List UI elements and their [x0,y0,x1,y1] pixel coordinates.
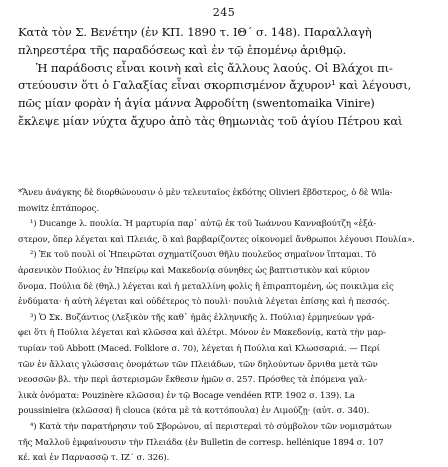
main-text-line: στεύουσιν ὅτι ὁ Γαλαξίας εἶναι σκορπισμένον ἄχυρον¹ καὶ λέγουσι, [18,78,412,93]
main-text [18,24,436,131]
footnote-line: poussinieira (κλῶσσα) ἢ clouca (κότα μὲ τὰ κοττόπουλα) ἐν Λιμούζῃ· (αὐτ. σ. 340). [18,406,370,417]
footnote-line: ⁴) Κατὰ τὴν παρατήρησιν τοῦ Σβορώνου, αἱ περιστεραὶ τὸ σύμβολον τῶν νομισμάτων [30,421,392,432]
main-text-line: Κατὰ τὸν Σ. Βενέτην (ἐν ΚΠ. 1890 τ. ΙΘ΄ σ. 148). Παραλλαγὴ [18,25,372,39]
footnote-line: τῶν ἐν ἄλλαις γλώσσαις ὀνομάτων τῶν Πλειάδων, τῶν δηλούντων ὄρνιθα μετὰ τῶν [18,359,378,370]
footnote-line: λικὰ ὀνόματα: Pouzinère κλῶσσα) ἐν τῷ Bocage vendéen RTP. 1902 σ. 139). La [18,390,355,401]
main-text-line: πληρεστέρα τῆς παραδόσεως καὶ ἐν τῷ ἑπομένῳ ἀριθμῷ. [18,42,347,57]
footnote-line: ³) Ὁ Σκ. Βυζάντιος (Λεξικὸν τῆς καθ᾽ ἡμᾶς ἑλληνικῆς λ. Πούλια) ἑρμηνεύων γρά- [30,312,375,323]
footnote-line: τῆς Μαλλοῦ ἐμφαίνουσιν τὴν Πλειάδα (ἐν Bulletin de corresp. hellénique 1894 σ. 107 [18,437,384,448]
page-number: 245 [212,6,236,19]
footnote-line: ²) Ἐκ τοῦ πουλὶ οἱ Ἠπειρῶται σχηματίζουσι θῆλυ πουλεῦος σημαῖνον ἴπταμαι. Τὸ [30,250,377,261]
footnote-line: ἀρσενικὸν Πούλιος ἐν Ἠπείρῳ καὶ Μακεδονίᾳ σύνηθες ὡς βαπτιστικὸν καὶ κύριον [18,265,370,276]
footnote-line: mowitz ἐπτάπορος. [18,203,99,214]
main-text-line: πῶς μίαν φορὰν ἡ ἁγία μάννα Ἀφροδίτη (swentomaika Vinire) [18,96,375,111]
footnote-line: *Ἄνευ ἀνάγκης δὲ διορθώνουσιν ὁ μὲν τελευταῖος ἐκδότης Olivieri ἕβδστερος, ὁ δὲ Wila- [18,188,393,198]
footnote-line: στερον, ὅπερ λέγεται καὶ Πλειάς, ὃ καὶ βαρβαρίζοντες οἰκονομεῖ ἄνθρωποι λέγουσι Πουλία». [18,234,415,245]
main-text-line: Ἡ παράδοσις εἶναι κοινὴ καὶ εἰς ἄλλους λαούς. Οἱ Βλάχοι πι- [36,60,393,75]
footnote-line: τυρίαν τοῦ Abbott (Maced. Folklore σ. 70), λέγεται ἡ Πούλια καὶ Κλωσσαριά. — Περί [18,343,380,354]
main-text-line: ἔκλεψε μίαν νύχτα ἄχυρο ἀπὸ τὰς θημωνιὰς τοῦ ἁγίου Πέτρου καὶ [18,113,403,128]
footnotes [18,186,436,467]
footnote-line: ὄνομα. Πούλια δὲ (θηλ.) λέγεται καὶ ἡ μεταλλίνη φολὶς ἢ ἐπιραπτομένη, ὡς ποικιλμα εἰς [18,281,394,292]
footnote-line: φει ὅτι ἡ Πούλια λέγεται καὶ κλῶσσα καὶ ἀλέτρι. Μόνον ἐν Μακεδονίᾳ, κατὰ τὴν μαρ- [18,328,386,339]
footnote-line: κέ. καὶ ἐν Παρνασσῷ τ. ΙΖ΄ σ. 326). [18,453,170,464]
footnote-line: ἐνδύματα· ἡ αὐτὴ λέγεται καὶ οὐδέτερος τὸ πουλὶ· πουλιὰ λέγεται ἐπίσης καὶ ἡ πεσσός. [18,297,390,308]
footnote-line: νεοσσῶν βλ. τὴν περὶ ἀστερισμῶν ἔκθεσιν ἡμῶν σ. 257. Πρόσθες τὰ ἑπόμενα γαλ- [18,375,367,386]
footnote-line: ¹) Ducange λ. πουλία. Ἡ μαρτυρία παρ᾽ αὐτῷ ἐκ τοῦ Ἰωάννου Κανναβούτζη «ἑξά- [30,219,376,230]
